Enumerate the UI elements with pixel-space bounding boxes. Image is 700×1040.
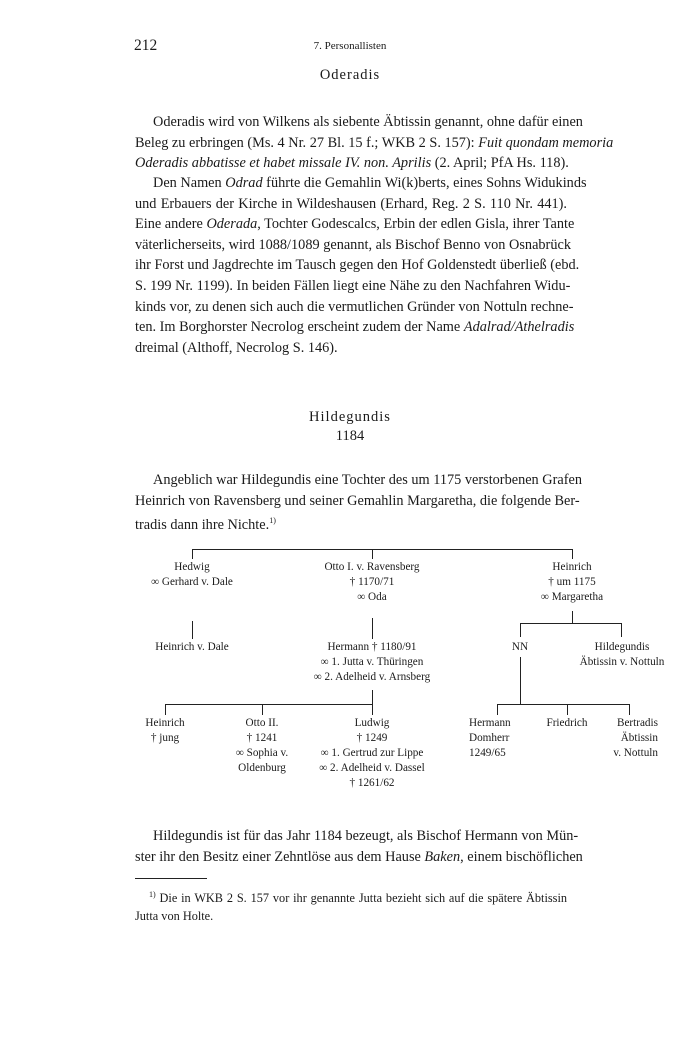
text: tradis dann ihre Nichte. <box>135 516 270 533</box>
tree-text: ∞ 1. Gertrud zur Lippe <box>320 747 424 759</box>
latin-quote: Oderadis abbatisse et habet missale IV. non. Aprilis <box>135 155 432 172</box>
tree-text: Bertradis <box>616 717 658 729</box>
tree-text: ∞ Gerhard v. Dale <box>151 576 233 588</box>
text: (2. April; PfA Hs. 118). <box>431 155 569 172</box>
para-line <box>135 194 567 215</box>
para-line <box>135 235 571 256</box>
text: Beleg zu erbringen (Ms. 4 Nr. 27 Bl. 15 f.; WKB 2 S. 157): <box>135 134 479 151</box>
para-line <box>135 153 567 174</box>
name-italic: Oderada <box>206 216 258 233</box>
tree-line <box>192 621 193 639</box>
tree-line <box>372 549 373 559</box>
footnote-line <box>135 907 567 925</box>
tree-line <box>572 549 573 559</box>
latin-quote: Fuit quondam memoria <box>478 134 614 151</box>
tree-node-hermann <box>277 640 467 685</box>
text: , Tochter Godescalcs, Erbin der edlen Gisla, ihrer Tante <box>257 216 575 233</box>
tree-node-heinrich-jung <box>130 716 200 746</box>
text: Eine andere <box>135 216 207 233</box>
text: , einem bischöflichen <box>460 848 583 865</box>
tree-line <box>520 623 622 624</box>
tree-line <box>572 611 573 623</box>
tree-text: † 1261/62 <box>349 777 395 789</box>
para-line <box>135 511 567 532</box>
text: Hildegundis ist für das Jahr 1184 bezeugt, als Bischof Hermann von Mün- <box>153 828 579 844</box>
tree-line <box>497 704 630 705</box>
name-italic: Odrad <box>225 175 263 191</box>
para-line <box>135 255 580 276</box>
tree-text: Äbtissin v. Nottuln <box>579 656 665 668</box>
tree-text: Otto I. v. Ravensberg <box>324 561 420 573</box>
tree-text: Hermann † 1180/91 <box>327 641 417 653</box>
text: Angeblich war Hildegundis eine Tochter des um 1175 verstorbenen Grafen <box>153 472 582 488</box>
tree-text: † 1249 <box>356 732 388 744</box>
tree-text: Äbtissin <box>620 732 658 744</box>
name-italic: Baken <box>424 848 461 865</box>
tree-text: ∞ Sophia v. <box>235 747 289 759</box>
text: S. 199 Nr. 1199). In beiden Fällen liegt eine Nähe zu den Nachfahren Widu- <box>135 277 571 294</box>
tree-text: Hermann <box>469 717 511 729</box>
tree-text: v. Nottuln <box>613 747 658 759</box>
tree-text: Oldenburg <box>238 762 286 774</box>
tree-text: Hedwig <box>174 561 210 573</box>
tree-text: Friedrich <box>546 717 588 729</box>
text: Oderadis wird von Wilkens als siebente Äbtissin genannt, ohne dafür einen <box>153 114 583 130</box>
tree-line <box>497 704 498 715</box>
tree-line <box>520 623 521 637</box>
paragraph-hildegundis-2 <box>135 826 583 867</box>
tree-line <box>621 623 622 637</box>
para-line <box>135 491 580 512</box>
para-line <box>135 826 579 847</box>
tree-node-friedrich <box>532 716 602 731</box>
tree-text: 1249/65 <box>469 747 506 759</box>
tree-line <box>192 549 573 550</box>
tree-text: Hildegundis <box>594 641 650 653</box>
para-line <box>135 470 582 491</box>
tree-line <box>372 690 373 705</box>
tree-line <box>165 704 166 715</box>
tree-text: Domherr <box>469 732 510 744</box>
tree-node-hedwig <box>122 560 262 590</box>
tree-text: † um 1175 <box>548 576 596 588</box>
para-line <box>135 173 587 194</box>
tree-text: Heinrich <box>552 561 592 573</box>
footnote-rule <box>135 878 207 879</box>
text: ten. Im Borghorster Necrolog erscheint zudem der Name <box>135 319 464 336</box>
para-line <box>135 214 575 235</box>
name-italic: Adalrad/Athelradis <box>463 319 575 336</box>
para-line <box>135 317 575 338</box>
footnote-line <box>135 886 567 907</box>
tree-node-otto-1 <box>292 560 452 605</box>
para-line <box>135 133 614 154</box>
text: und Erbauers der Kirche in Wildeshausen (Erhard, Reg. 2 S. 110 Nr. 441). <box>135 195 567 212</box>
paragraph-oderadis-1 <box>135 112 614 174</box>
paragraph-oderadis-2 <box>135 173 587 358</box>
text: führte die Gemahlin Wi(k)berts, eines Sohns Widukinds <box>262 175 587 191</box>
tree-node-heinrich-ravensberg <box>512 560 632 605</box>
tree-node-bertradis <box>590 716 658 761</box>
tree-line <box>192 549 193 559</box>
section-title-oderadis: Oderadis <box>319 67 381 83</box>
para-line <box>135 276 571 297</box>
footnote <box>135 886 567 925</box>
tree-node-heinrich-dale <box>122 640 262 655</box>
text: kinds vor, zu denen sich auch die vermutlichen Gründer von Nottuln rechne- <box>135 298 574 315</box>
tree-text: Heinrich v. Dale <box>155 641 229 653</box>
section-year: 1184 <box>335 428 365 444</box>
tree-text: NN <box>511 641 529 653</box>
tree-text: Otto II. <box>245 717 279 729</box>
text: Heinrich von Ravensberg und seiner Gemahlin Margaretha, die folgende Ber- <box>135 492 580 509</box>
tree-node-nn <box>500 640 540 655</box>
page-number: 212 <box>134 37 158 54</box>
tree-line <box>372 704 373 715</box>
text: väterlicherseits, wird 1088/1089 genannt, als Bischof Benno von Osnabrück <box>135 236 571 253</box>
tree-node-ludwig <box>307 716 437 791</box>
tree-text: Heinrich <box>145 717 185 729</box>
tree-text: ∞ 1. Jutta v. Thüringen <box>320 656 424 668</box>
text: Den Namen <box>153 175 226 191</box>
footnote-mark: 1) <box>149 890 156 899</box>
tree-text: ∞ Margaretha <box>540 591 604 603</box>
tree-line <box>262 704 263 715</box>
para-line <box>135 847 583 868</box>
tree-text: Ludwig <box>354 717 390 729</box>
text: ster ihr den Besitz einer Zehntlöse aus dem Hause <box>135 848 425 865</box>
tree-text: ∞ 2. Adelheid v. Dassel <box>319 762 425 774</box>
tree-node-hildegundis <box>562 640 682 670</box>
para-line <box>135 297 574 318</box>
tree-text: † jung <box>150 732 180 744</box>
tree-node-otto-2 <box>222 716 302 776</box>
text: Jutta von Holte. <box>135 909 214 924</box>
text: dreimal (Althoff, Necrolog S. 146). <box>135 339 338 356</box>
tree-text: † 1170/71 <box>349 576 395 588</box>
tree-text: ∞ 2. Adelheid v. Arnsberg <box>313 671 431 683</box>
tree-line <box>372 618 373 639</box>
text: ihr Forst und Jagdrechte im Tausch gegen den Hof Goldenstedt überließ (ebd. <box>135 257 580 274</box>
tree-line <box>165 704 372 705</box>
footnote-reference[interactable]: 1) <box>269 516 276 526</box>
running-head: 7. Personallisten <box>313 40 387 52</box>
tree-text: ∞ Oda <box>357 591 387 603</box>
tree-node-hermann-domherr <box>469 716 539 761</box>
tree-text: † 1241 <box>246 732 278 744</box>
para-line <box>135 338 567 359</box>
tree-line <box>520 657 521 704</box>
tree-line <box>629 704 630 715</box>
text: Die in WKB 2 S. 157 vor ihr genannte Jutta bezieht sich auf die spätere Äbtissin <box>159 891 568 906</box>
section-title-hildegundis: Hildegundis <box>309 409 391 425</box>
para-line <box>135 112 583 133</box>
paragraph-hildegundis-1 <box>135 470 582 533</box>
tree-line <box>567 704 568 715</box>
